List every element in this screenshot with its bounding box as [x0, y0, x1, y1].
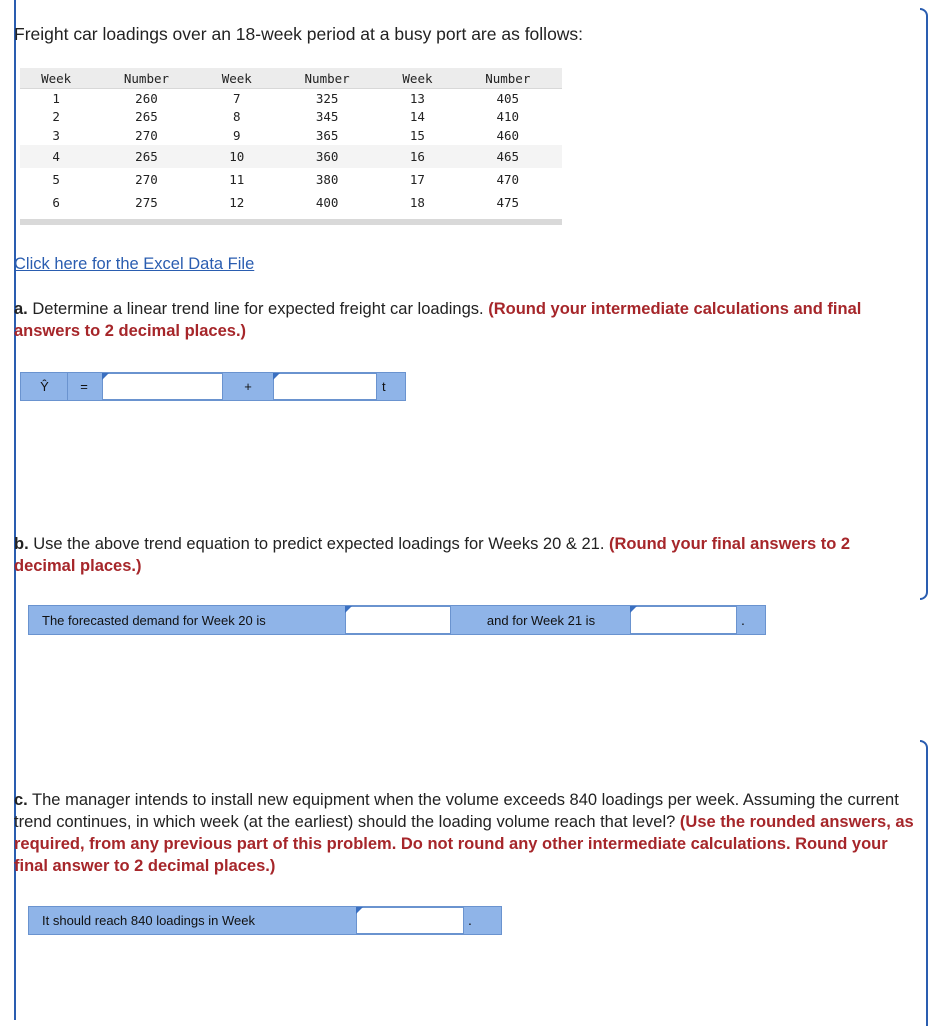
week20-label: The forecasted demand for Week 20 is — [42, 612, 266, 628]
cell: 275 — [135, 194, 158, 210]
cell: 470 — [496, 171, 520, 187]
part-b-question — [14, 533, 914, 577]
cell: 405 — [496, 90, 520, 106]
header-number-1: Number — [92, 68, 200, 89]
header-number-3: Number — [454, 68, 562, 89]
part-b-instruction: (Round your final answers to 2 decimal places.) — [14, 535, 851, 575]
cell: 18 — [409, 194, 425, 210]
cell: 265 — [135, 109, 158, 125]
excel-data-file-link[interactable]: Click here for the Excel Data File — [14, 255, 255, 273]
cell: 2 — [52, 109, 60, 125]
problem-intro: Freight car loadings over an 18-week period at a busy port are as follows: — [14, 24, 584, 44]
table-row — [20, 191, 562, 214]
input-marker-icon — [273, 373, 280, 380]
cell: 380 — [315, 171, 339, 187]
slope-input[interactable] — [273, 373, 377, 400]
cell: 13 — [409, 90, 425, 106]
week-reach-input[interactable] — [356, 907, 464, 934]
input-marker-icon — [102, 373, 109, 380]
part-c-letter: c. — [14, 791, 28, 809]
input-marker-icon — [630, 606, 637, 613]
part-a-question — [14, 298, 914, 342]
cell: 410 — [496, 109, 520, 125]
part-c-instruction: (Use the rounded answers, as required, from any previous part of this problem. Do not round any other intermediate calculations. Round your final answer to 2 decimal places.) — [14, 813, 914, 875]
input-marker-icon — [356, 907, 363, 914]
cell: 16 — [381, 145, 453, 168]
intercept-input[interactable] — [102, 373, 223, 400]
cell: 17 — [409, 171, 425, 187]
part-b-text: Use the above trend equation to predict expected loadings for Weeks 20 & 21. — [28, 535, 605, 553]
plus-sign: + — [244, 379, 252, 394]
week21-forecast-input[interactable] — [630, 606, 737, 634]
part-c-question — [14, 789, 919, 877]
cell: 6 — [52, 194, 60, 210]
table-row — [20, 108, 562, 127]
equals-sign: = — [80, 379, 88, 394]
table-row — [20, 168, 562, 191]
cell: 475 — [496, 194, 520, 210]
week20-forecast-input[interactable] — [345, 606, 451, 634]
right-bracket-top — [920, 8, 928, 600]
cell: 270 — [135, 171, 158, 187]
cell: 8 — [233, 109, 241, 125]
cell: 400 — [315, 194, 339, 210]
right-bracket-bottom — [920, 740, 928, 1026]
table-row — [20, 126, 562, 145]
header-week-3: Week — [381, 68, 453, 89]
cell: 14 — [409, 109, 425, 125]
cell: 5 — [52, 171, 60, 187]
cell: 10 — [201, 145, 273, 168]
table-header-row — [20, 68, 562, 89]
part-c-text: The manager intends to install new equipment when the volume exceeds 840 loadings per week. Assuming the current trend continues, in which week (at the earliest) should the loading volume reach that level? — [14, 791, 899, 831]
cell: 12 — [229, 194, 245, 210]
part-a-text: Determine a linear trend line for expected freight car loadings. — [27, 300, 484, 318]
part-b-letter: b. — [14, 535, 29, 553]
t-variable: t — [382, 379, 386, 394]
table-row — [20, 145, 562, 168]
cell: 1 — [52, 90, 60, 106]
cell: 360 — [273, 145, 381, 168]
cell: 465 — [454, 145, 562, 168]
cell: 260 — [135, 90, 158, 106]
header-week-1: Week — [20, 68, 92, 89]
cell: 325 — [315, 90, 339, 106]
period: . — [468, 912, 472, 928]
table-row — [20, 89, 562, 108]
part-a-instruction: (Round your intermediate calculations and final answers to 2 decimal places.) — [14, 300, 862, 340]
cell: 9 — [233, 127, 241, 143]
cell: 7 — [233, 90, 241, 106]
y-hat-symbol: Ŷ — [40, 379, 49, 394]
loadings-table — [20, 68, 562, 214]
cell: 365 — [315, 127, 339, 143]
header-week-2: Week — [201, 68, 273, 89]
cell: 4 — [20, 145, 92, 168]
table-bottom-bar — [20, 219, 562, 225]
cell: 3 — [52, 127, 60, 143]
week21-label: and for Week 21 is — [486, 612, 596, 628]
header-number-2: Number — [273, 68, 381, 89]
cell: 11 — [229, 171, 245, 187]
week-reach-label: It should reach 840 loadings in Week — [42, 913, 255, 928]
input-marker-icon — [345, 606, 352, 613]
cell: 345 — [315, 109, 339, 125]
divider — [67, 373, 68, 400]
period: . — [741, 612, 745, 628]
cell: 265 — [92, 145, 200, 168]
cell: 460 — [496, 127, 520, 143]
cell: 270 — [135, 127, 158, 143]
part-a-letter: a. — [14, 300, 28, 318]
cell: 15 — [409, 127, 425, 143]
